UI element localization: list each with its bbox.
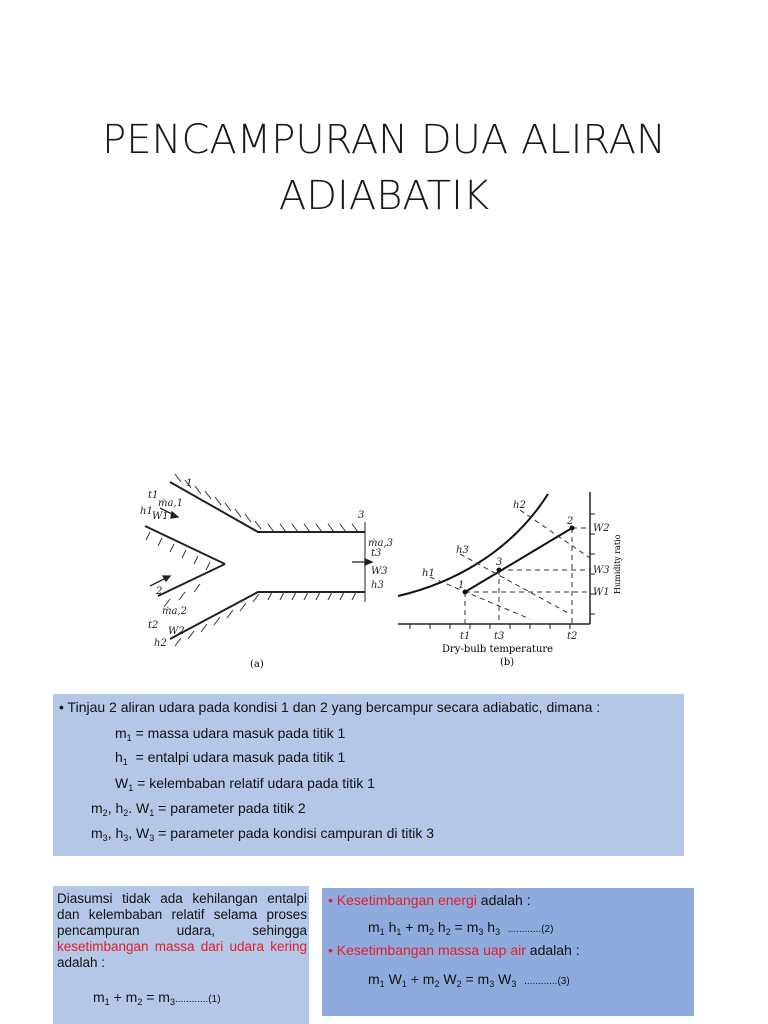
sub: 1 [104, 997, 110, 1007]
highlight-text: Kesetimbangan massa uap air [336, 942, 526, 958]
eq-term: h [434, 919, 446, 935]
def-text: = kelembaban relatif udara pada titik 1 [133, 775, 375, 791]
sub: 2 [102, 808, 108, 818]
sub: 1 [401, 979, 407, 989]
var: . W [128, 800, 150, 816]
duct-label-h2: h2 [154, 638, 167, 649]
sub: 3 [149, 833, 155, 843]
chart-label-point-3: 3 [496, 557, 503, 568]
dashed-lines [430, 510, 590, 624]
duct-label-inlet-1: 1 [186, 478, 193, 489]
sub: 1 [122, 757, 128, 767]
var: , W [128, 825, 150, 841]
chart-label-w3: W3 [593, 565, 610, 576]
slide-title [0, 112, 768, 224]
eq-term: m [368, 971, 380, 987]
duct-label-inlet-2: 2 [156, 586, 163, 597]
duct-label-t1: t1 [148, 490, 159, 501]
bullet-text: adalah : [525, 942, 580, 958]
eq-number: ............(2) [507, 924, 554, 935]
mixing-figure [130, 474, 650, 684]
assumption-text: Diasumsi tidak ada kehilangan entalpi dan kelembaban relatif selama proses pencampuran udara, sehingga [57, 891, 307, 938]
duct-label-h3: h3 [371, 580, 384, 591]
energy-bullet [328, 892, 531, 908]
sub: 3 [495, 927, 501, 937]
intro-text: Tinjau 2 aliran udara pada kondisi 1 dan 2 yang bercampur secara adiabatic, dimana : [67, 699, 601, 715]
chart-label-t2: t2 [567, 631, 578, 642]
var: , h [107, 800, 124, 816]
eq-term: m [93, 989, 105, 1005]
flow-arrows [150, 508, 372, 586]
duct-label-t3: t3 [371, 548, 382, 559]
equation-1 [93, 989, 221, 1005]
eq-number: ............(1) [174, 994, 221, 1005]
var: m [91, 825, 103, 841]
sub: 3 [489, 979, 495, 989]
def-point-3 [91, 824, 434, 842]
duct-lower-outer-wall [170, 592, 365, 639]
duct-label-ma3: ṁa,3 [368, 538, 393, 549]
chart-label-w1: W1 [593, 587, 610, 598]
chart-ylabel: Humidity ratio [613, 534, 622, 594]
duct-label-w3: W3 [371, 566, 388, 577]
sub: 2 [429, 927, 435, 937]
eq-term: W [494, 971, 512, 987]
chart-label-h2: h2 [513, 500, 526, 511]
eq-term: h [483, 919, 496, 935]
eq-term: W [384, 971, 402, 987]
duct-inner-wall-1 [145, 526, 225, 564]
eq-number: ............(3) [524, 976, 570, 987]
sub: 3 [478, 927, 484, 937]
var: , h [107, 825, 124, 841]
def-point-2 [91, 799, 306, 817]
var: h [115, 749, 123, 765]
duct-label-w1: W1 [152, 511, 169, 522]
chart-label-point-1: 1 [458, 580, 465, 591]
sub: 2 [123, 808, 129, 818]
var: m [115, 725, 127, 741]
sub: 2 [434, 979, 440, 989]
eq-term: + m [406, 971, 435, 987]
eq-term: m [368, 919, 380, 935]
var: m [91, 800, 103, 816]
duct-inner-wall-2 [158, 564, 225, 596]
chart-labels [422, 500, 610, 642]
sub: 3 [102, 833, 108, 843]
duct-upper-outer-wall [170, 482, 365, 532]
enthalpy-line-h2 [520, 510, 590, 558]
chart-xlabel: Dry-bulb temperature [442, 644, 554, 655]
chart-label-point-2: 2 [567, 516, 574, 527]
title-line-2: ADIABATIK [278, 173, 490, 219]
chart-label-h1: h1 [422, 568, 435, 579]
eq-term: + m [401, 919, 430, 935]
def-text: = entalpi udara masuk pada titik 1 [127, 749, 346, 765]
energy-balance-box [322, 888, 694, 1016]
sub: 1 [396, 927, 402, 937]
eq-term: W [439, 971, 457, 987]
mixing-line [465, 528, 572, 592]
duct-labels [140, 478, 393, 649]
vapor-bullet [328, 942, 580, 958]
bullet: • [59, 699, 64, 715]
assumption-text-end: adalah : [57, 955, 106, 970]
def-text: = parameter pada titik 2 [154, 800, 306, 816]
caption-b: (b) [500, 657, 515, 668]
eq-term: = m [450, 919, 479, 935]
bullet-text: adalah : [476, 892, 531, 908]
sub: 2 [445, 927, 451, 937]
chart-label-t1: t1 [460, 631, 471, 642]
bullet: • [328, 942, 333, 958]
duct-label-ma2: ṁa,2 [162, 606, 187, 617]
sub: 1 [379, 927, 385, 937]
caption-a: (a) [250, 659, 264, 670]
chart-label-h3: h3 [456, 545, 469, 556]
title-line-1: PENCAMPURAN DUA ALIRAN [102, 117, 666, 163]
def-w1 [115, 774, 375, 792]
psychrometric-chart [398, 492, 622, 668]
equation-3 [368, 971, 570, 987]
sub: 3 [123, 833, 129, 843]
sub: 2 [137, 997, 143, 1007]
chart-label-w2: W2 [593, 523, 610, 534]
sub: 3 [169, 997, 175, 1007]
dry-air-balance-box [53, 886, 309, 1024]
sub: 1 [379, 979, 385, 989]
bullet: • [328, 892, 333, 908]
sub: 1 [128, 783, 134, 793]
duct-label-h1: h1 [140, 506, 153, 517]
def-m1 [115, 724, 345, 742]
sub: 3 [511, 979, 517, 989]
highlight-text: Kesetimbangan energi [336, 892, 477, 908]
highlight-text: kesetimbangan massa dari udara kering [57, 939, 307, 954]
intro-line [59, 698, 600, 716]
equation-2 [368, 919, 553, 935]
duct-label-t2: t2 [148, 620, 159, 631]
duct-label-outlet-3: 3 [358, 510, 365, 521]
def-text: = massa udara masuk pada titik 1 [131, 725, 346, 741]
assumption-paragraph [57, 891, 307, 971]
eq-term: = m [461, 971, 490, 987]
eq-term: + m [109, 989, 138, 1005]
def-text: = parameter pada kondisi campuran di titik 3 [154, 825, 435, 841]
definitions-box [53, 694, 684, 856]
sub: 2 [456, 979, 462, 989]
eq-term: h [384, 919, 397, 935]
sub: 1 [126, 733, 132, 743]
eq-term: = m [142, 989, 170, 1005]
sub: 1 [149, 808, 155, 818]
state-point-3 [497, 568, 502, 573]
duct-label-ma1: ṁa,1 [158, 498, 183, 509]
duct-label-w2: W2 [168, 626, 185, 637]
def-h1 [115, 748, 345, 766]
chart-label-t3: t3 [494, 631, 505, 642]
var: W [115, 775, 129, 791]
